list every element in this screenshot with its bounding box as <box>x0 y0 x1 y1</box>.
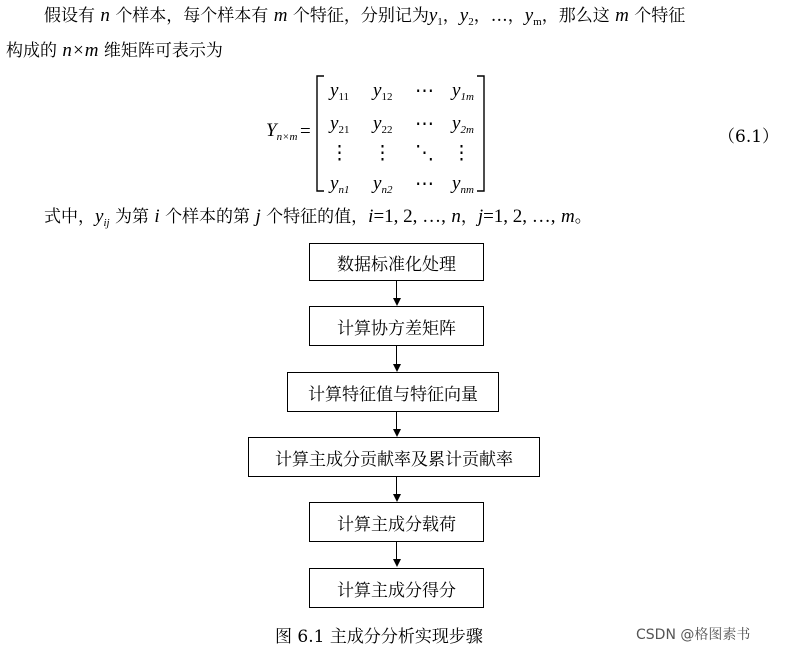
flow-connector <box>396 412 397 430</box>
matrix-cell: $y_{12}$ <box>373 80 393 103</box>
var-n: n <box>100 5 110 26</box>
flow-step-standardize: 数据标准化处理 <box>309 243 484 281</box>
matrix-cell: $y_{11}$ <box>330 80 350 103</box>
intro-line-2: 构成的 n×m 维矩阵可表示为 <box>6 40 223 61</box>
matrix-cell: $y_{2m}$ <box>452 113 474 136</box>
flow-connector <box>396 477 397 495</box>
equation-lhs: $Y_{n\times m}$ <box>266 120 298 143</box>
figure-caption: 图 6.1 主成分分析实现步骤 <box>275 627 483 647</box>
matrix-cell: ⋮ <box>330 143 349 164</box>
flow-arrow-head <box>393 298 401 306</box>
var-m: m <box>273 5 288 26</box>
flow-arrow-head <box>393 494 401 502</box>
flow-step-scores: 计算主成分得分 <box>309 568 484 608</box>
equation-explanation: 式中，$y_{ij}$ 为第 i 个样本的第 j 个特征的值，i=1, 2, …, n，j=1, 2, …, m。 <box>44 206 592 229</box>
flow-arrow-head <box>393 364 401 372</box>
matrix-cell: $y_{22}$ <box>373 113 393 136</box>
matrix-cell: $y_{n2}$ <box>373 173 393 196</box>
flow-step-eigen: 计算特征值与特征向量 <box>287 372 499 412</box>
matrix-cell: ⋱ <box>415 143 434 164</box>
matrix-cell: ⋯ <box>415 81 434 102</box>
matrix-cell: $y_{nm}$ <box>452 173 474 196</box>
flow-arrow-head <box>393 429 401 437</box>
flow-connector <box>396 542 397 560</box>
matrix-cell: $y_{21}$ <box>330 113 350 136</box>
flow-arrow-head <box>393 559 401 567</box>
flow-step-covariance: 计算协方差矩阵 <box>309 306 484 346</box>
flow-connector <box>396 346 397 365</box>
matrix-cell: $y_{n1}$ <box>330 173 350 196</box>
flow-connector <box>396 281 397 299</box>
equation-equals: = <box>300 121 311 142</box>
flow-step-loadings: 计算主成分载荷 <box>309 502 484 542</box>
intro-line-1: 假设有 n 个样本，每个样本有 m 个特征，分别记为$y_1$，$y_2$，…，$y_m$，那么这 m 个特征 <box>44 5 686 28</box>
matrix-cell: ⋮ <box>452 143 471 164</box>
flow-step-contribution-rate: 计算主成分贡献率及累计贡献率 <box>248 437 540 477</box>
matrix-cell: $y_{1m}$ <box>452 80 474 103</box>
matrix-cell: ⋮ <box>373 143 392 164</box>
matrix-cell: ⋯ <box>415 174 434 195</box>
matrix-cell: ⋯ <box>415 114 434 135</box>
watermark: CSDN @格图素书 <box>636 627 751 643</box>
equation-number: （6.1） <box>718 127 780 147</box>
